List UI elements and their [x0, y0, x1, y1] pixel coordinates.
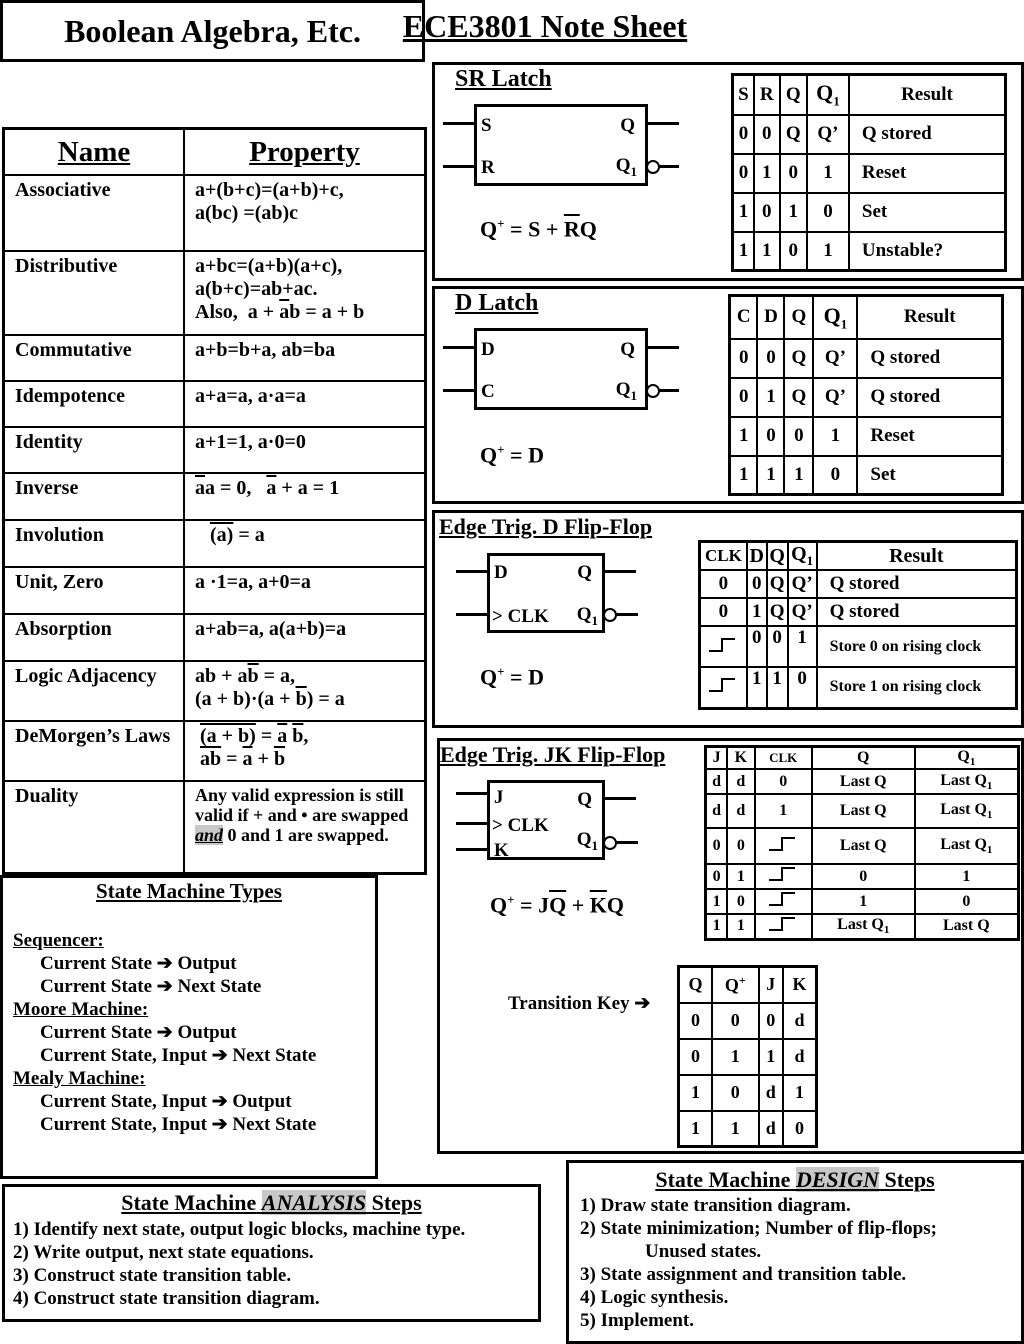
sr-latch-title: SR Latch — [455, 66, 552, 92]
jkff-title: Edge Trig. JK Flip-Flop — [440, 742, 666, 767]
row-property: a+ab=a, a(a+b)=a — [184, 614, 426, 661]
dff-symbol: D > CLK Q $Q_1$ — [487, 553, 605, 633]
row-name: Commutative — [4, 335, 185, 381]
row-property: $\overline{a}a = 0$, $\overline{a} + a = 1$ — [184, 473, 426, 520]
design-title: State Machine DESIGN Steps — [655, 1167, 935, 1192]
transition-key-table: Q Q+ J K 0 0 0 d 0 1 1 d 1 0 d 1 1 1 d 0 — [677, 965, 818, 1148]
arrow-right-icon: ➔ — [211, 1091, 228, 1112]
analysis-list: 1) Identify next state, output logic blocks, machine type. 2) Write output, next state equations. 3) Construct state transition table. 4) Construct state transition diagram. — [13, 1219, 466, 1309]
row-name: Logic Adjacency — [4, 661, 185, 721]
row-property: (a) = a — [184, 520, 426, 567]
row-name: Idempotence — [4, 381, 185, 427]
row-name: Duality — [4, 781, 185, 873]
row-name: Absorption — [4, 614, 185, 661]
d-latch-title: D Latch — [455, 290, 539, 316]
row-property: a+(b+c)=(a+b)+c, a(bc) =(ab)c — [184, 175, 426, 251]
types-title: State Machine Types — [96, 879, 282, 903]
row-property: a+a=a, a·a=a — [184, 381, 426, 427]
arrow-right-icon: ➔ — [211, 1114, 228, 1135]
row-property: a+bc=(a+b)(a+c), a(b+c)=ab+ac. Also, $a + \overline{a}b = a + b$ — [184, 251, 426, 335]
rising-edge-icon — [755, 889, 812, 914]
transition-key-label: Transition Key ➔ — [508, 993, 651, 1014]
rising-edge-icon — [755, 914, 812, 939]
d-latch-truth-table: C D Q $Q_1$ Result 0 0 Q Q’ Q stored 0 1 Q Q’ Q stored 1 0 0 1 Reset 1 1 1 0 Set — [728, 294, 1004, 496]
row-name: Inverse — [4, 473, 185, 520]
row-property: a ·1=a, a+0=a — [184, 567, 426, 614]
arrow-right-icon: ➔ — [211, 1045, 228, 1066]
dff-equation: Q+ = D — [480, 664, 544, 690]
sr-truth-table: S R Q $Q_1$ Result 0 0 Q Q’ Q stored 0 1 0 1 Reset 1 0 1 0 Set 1 1 0 1 Unstable? — [731, 73, 1007, 272]
row-name: Involution — [4, 520, 185, 567]
types-list: Sequencer: Current State ➔ Output Current State ➔ Next State Moore Machine: Current State ➔ Output Current State, Input ➔ Next State Mealy Machine: Current State, Input ➔ Output Current State, Input ➔ Next State — [13, 930, 317, 1135]
jkff-symbol: J > CLK K Q $Q_1$ — [487, 780, 605, 860]
sr-latch-symbol: S R Q $Q_1$ — [474, 104, 648, 186]
arrow-right-icon: ➔ — [634, 993, 651, 1014]
analysis-title: State Machine ANALYSIS Steps — [121, 1190, 422, 1215]
rising-edge-icon — [755, 864, 812, 889]
row-name: Associative — [4, 175, 185, 251]
row-name: Identity — [4, 427, 185, 473]
arrow-right-icon: ➔ — [156, 1022, 173, 1043]
row-name: DeMorgen’s Laws — [4, 721, 185, 781]
jkff-truth-table: J K CLK Q $Q_1$ d d 0 Last Q Last $Q_1$ d d 1 Last Q Last $Q_1$ 0 0 Last Q Last $Q_1$ 0 1 0 1 1 0 1 0 1 1 Last $Q_1$ Last Q — [704, 745, 1020, 941]
boolean-table — [2, 127, 427, 875]
dff-title: Edge Trig. D Flip-Flop — [439, 514, 653, 539]
row-name: Distributive — [4, 251, 185, 335]
rising-edge-icon — [700, 626, 747, 667]
rising-edge-icon — [700, 667, 747, 708]
col-property: Property — [184, 129, 426, 176]
arrow-right-icon: ➔ — [156, 953, 173, 974]
arrow-right-icon: ➔ — [156, 976, 173, 997]
design-list: 1) Draw state transition diagram. 2) State minimization; Number of flip-flops; Unused states. 3) State assignment and transition table. 4) Logic synthesis. 5) Implement. — [580, 1195, 937, 1331]
row-property: a+b=b+a, ab=ba — [184, 335, 426, 381]
row-property: ab + $a\overline{b} = a$, $(a + b)\cdot(a + \overline{b}) = a$ — [184, 661, 426, 721]
page-title: ECE3801 Note Sheet — [402, 8, 688, 44]
row-property: $(a + b) = \overline{a}$ $\overline{b}$, $\overline{ab} = \overline{a} + \overline{b}$ — [184, 721, 426, 781]
boolean-heading: Boolean Algebra, Etc. — [0, 0, 425, 62]
col-name: Name — [4, 129, 185, 176]
sr-equation: $Q^+ = S + \overline{R}Q$ — [480, 216, 597, 242]
d-latch-symbol: D C Q $Q_1$ — [474, 328, 648, 410]
row-name: Unit, Zero — [4, 567, 185, 614]
dff-truth-table: CLK D Q $Q_1$ Result 0 0 Q Q’ Q stored 0 1 Q Q’ Q stored 0 0 1 Store 0 on rising clock 1 1 0 Store 1 on rising clock — [698, 540, 1018, 710]
rising-edge-icon — [755, 828, 812, 864]
row-property: Any valid expression is still valid if + and • are swapped and 0 and 1 are swapped. — [184, 781, 426, 873]
jkff-equation: $Q^+ = J\overline{Q} + \overline{K}Q$ — [490, 892, 625, 918]
d-latch-equation: Q+ = D — [480, 442, 544, 468]
row-property: a+1=1, a·0=0 — [184, 427, 426, 473]
